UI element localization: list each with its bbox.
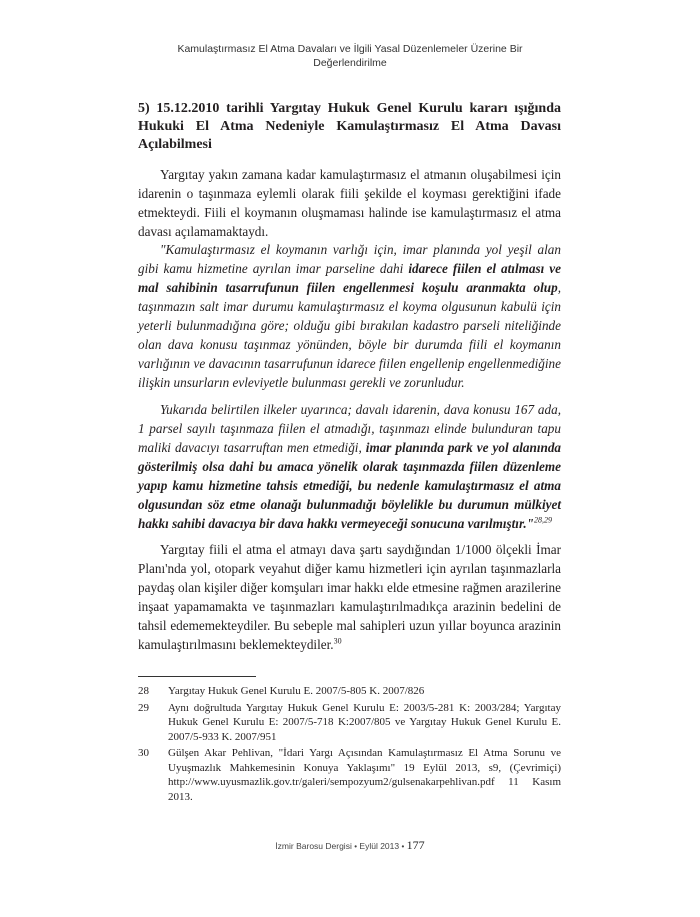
bullet-separator: • [354, 842, 358, 851]
running-head: Kamulaştırmasız El Atma Davaları ve İlgili Yasal Düzenlemeler Üzerine Bir Değerlendirilme [177, 43, 523, 69]
footnote [138, 684, 561, 699]
paragraph-text: Yargıtay fiili el atma el atmayı dava şartı saydığından 1/1000 ölçekli İmar Planı'nda yol, otopark veyahut diğer kamu hizmetleri için ayrılan taşınmazlarla paydaş olan kişiler diğer komşuları imar hakkı elde etmesine rağmen arazilerine inşaat yapamamakta ve taşınmazları kamulaştırılmadıkça arazinin bedelini de tahsil edememekteydiler. Bu sebeple mal sahipleri uzun yıllar boyunca arazinin kamulaştırılmasını beklemekteydiler. [138, 542, 561, 652]
issue-date: Eylül 2013 [359, 841, 400, 851]
quotation-2 [138, 400, 561, 533]
page-number: 177 [406, 838, 425, 852]
quote-emphasis: idarece fiilen el atılması ve mal sahibinin tasarrufunun fiilen engellenmesi koşulu aranmakta olup [138, 261, 561, 295]
quote-text: "Kamulaştırmasız el koymanın varlığı için, imar planında yol yeşil alan gibi kamu hizmetine ayrılan imar parseline dahi [138, 242, 561, 276]
footnote [138, 746, 561, 804]
footnote-number: 29 [138, 701, 149, 714]
footnote-number: 30 [138, 747, 149, 759]
footnote-ref[interactable]: 28,29 [533, 515, 552, 525]
footnote-ref[interactable]: 30 [333, 636, 342, 646]
footnotes [138, 684, 561, 806]
quotation-1 [138, 240, 561, 392]
section-title: 5) 15.12.2010 tarihli Yargıtay Hukuk Genel Kurulu kararı ışığında Hukuki El Atma Nedeniyle Kamulaştırmasız El Atma Davası Açılabilmesi [138, 101, 561, 152]
page-footer [0, 838, 700, 853]
quote-emphasis: imar planında park ve yol alanında gösterilmiş olsa dahi bu amaca yönelik olarak taşınmazda fiilen düzenleme yapıp kamu hizmetine tahsis etmediği, bu nedenle kamulaştırmasız el atma olgusundan söz etme olanağı bulunmadığı böylelikle bu durumun mülkiyet hakkı sahibi davacıya bir dava hakkı vermeyeceği sonucuna varılmıştır." [138, 440, 562, 531]
quote-text: Yukarıda belirtilen ilkeler uyarınca; davalı idarenin, dava konusu 167 ada, 1 parsel sayılı taşınmaza fiilen el atmadığı, taşınmazı elinde bulunduran tapu maliki davacıyı tasarruftan men etmediği, [138, 402, 561, 455]
footnote-divider [138, 676, 256, 677]
footnote-text: Yargıtay Hukuk Genel Kurulu E. 2007/5-805 K. 2007/826 [168, 685, 425, 697]
paragraph-text: Yargıtay yakın zamana kadar kamulaştırmasız el atmanın oluşabilmesi için idarenin o taşınmaza eylemli olarak fiili şekilde el koyması gerektiğini ifade etmekteydi. Fiili el koymanın oluşmaması halinde ise kamulaştırmasız el atma davası açılamamaktaydı. [138, 167, 561, 239]
journal-name: İzmir Barosu Dergisi [275, 841, 352, 851]
quote-text: , taşınmazın salt imar durumu kamulaştırmasız el koyma olgusunun kabulü için yeterli bulunmadığına göre; olduğu gibi bırakılan kadastro parseli niteliğinde olan dava konusu taşınmaz yönünden, böyle bir durumda fiili el koymanın varlığının ve davacının tasarrufunun idarece fiilen engellenip engellenmediğine ilişkin unsurların evleviyetle bulunması gerekli ve zorunludur. [138, 280, 561, 390]
footnote [138, 701, 561, 745]
body-paragraph-2 [138, 540, 561, 654]
footnote-text: Gülşen Akar Pehlivan, "İdari Yargı Açısından Kamulaştırmasız El Atma Sorunu ve Uyuşmazlık Mahkemesinin Konuya Yaklaşımı" 19 Eylül 2013, s9, (Çevrimiçi) http://www.uyusmazlik.gov.tr/galeri/sempozyum2/gulsenakarpehlivan.pdf 11 Kasım 2013. [168, 747, 561, 803]
footnote-number: 28 [138, 685, 149, 697]
body-paragraph-1 [138, 165, 561, 241]
bullet-separator: • [401, 842, 405, 851]
footnote-text: Aynı doğrultuda Yargıtay Hukuk Genel Kurulu E: 2003/5-281 K: 2003/284; Yargıtay Hukuk Genel Kurulu E: 2007/5-718 K:2007/805 ve Yargıtay Hukuk Genel Kurulu E. 2007/5-933 K. 2007/951 [168, 701, 561, 743]
